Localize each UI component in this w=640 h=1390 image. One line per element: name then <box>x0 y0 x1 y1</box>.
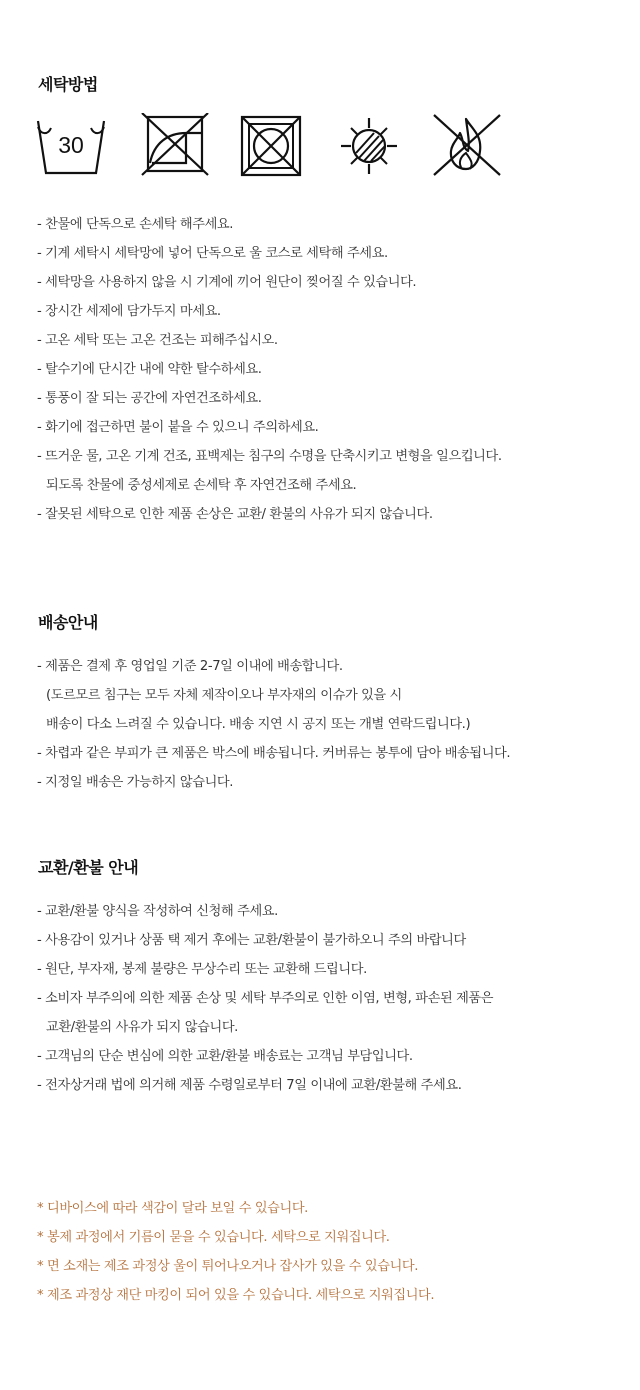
note-item: * 면 소재는 제조 과정상 울이 튀어나오거나 잡사가 있을 수 있습니다. <box>37 1259 419 1274</box>
list-item: - 탈수기에 단시간 내에 약한 탈수하세요. <box>37 362 262 377</box>
notes-list <box>37 1194 434 1310</box>
shipping-info-list <box>37 652 510 797</box>
no-tumble-dry-icon <box>140 113 210 179</box>
list-item: - 기계 세탁시 세탁망에 넣어 단독으로 울 코스로 세탁해 주세요. <box>37 246 388 261</box>
no-fire-icon <box>432 113 502 179</box>
list-item: 되도록 찬물에 중성세제로 손세탁 후 자연건조해 주세요. <box>46 478 357 493</box>
list-item: 교환/환불의 사유가 되지 않습니다. <box>46 1020 238 1035</box>
washing-title: 세탁방법 <box>38 75 98 94</box>
note-item: * 디바이스에 따라 색감이 달라 보일 수 있습니다. <box>37 1201 308 1216</box>
list-item: - 잘못된 세탁으로 인한 제품 손상은 교환/ 환불의 사유가 되지 않습니다. <box>37 507 433 522</box>
list-item: - 뜨거운 물, 고온 기계 건조, 표백제는 침구의 수명을 단축시키고 변형을 일으킵니다. <box>37 449 502 464</box>
list-item: 배송이 다소 느려질 수 있습니다. 배송 지연 시 공지 또는 개별 연락드립니다.) <box>46 717 471 732</box>
list-item: - 장시간 세제에 담가두지 마세요. <box>37 304 221 319</box>
list-item: - 소비자 부주의에 의한 제품 손상 및 세탁 부주의로 인한 이염, 변형, 파손된 제품은 <box>37 991 494 1006</box>
note-item: * 제조 과정상 재단 마킹이 되어 있을 수 있습니다. 세탁으로 지워집니다. <box>37 1288 435 1303</box>
care-icons <box>36 113 516 179</box>
exchange-title: 교환/환불 안내 <box>38 858 139 877</box>
list-item: - 찬물에 단독으로 손세탁 해주세요. <box>37 217 234 232</box>
list-item: - 통풍이 잘 되는 공간에 자연건조하세요. <box>37 391 262 406</box>
list-item: - 전자상거래 법에 의거해 제품 수령일로부터 7일 이내에 교환/환불해 주세요. <box>37 1078 462 1093</box>
shipping-title: 배송안내 <box>38 613 98 632</box>
note-item: * 봉제 과정에서 기름이 묻을 수 있습니다. 세탁으로 지워집니다. <box>37 1230 390 1245</box>
list-item: - 제품은 결제 후 영업일 기준 2-7일 이내에 배송합니다. <box>37 659 343 674</box>
no-iron-icon <box>334 113 404 179</box>
list-item: - 고객님의 단순 변심에 의한 교환/환불 배송료는 고객님 부담입니다. <box>37 1049 413 1064</box>
list-item: - 사용감이 있거나 상품 택 제거 후에는 교환/환불이 불가하오니 주의 바랍니다 <box>37 933 466 948</box>
no-dry-clean-icon <box>236 113 306 179</box>
list-item: - 화기에 접근하면 불이 붙을 수 있으니 주의하세요. <box>37 420 319 435</box>
list-item: - 차렵과 같은 부피가 큰 제품은 박스에 배송됩니다. 커버류는 봉투에 담아 배송됩니다. <box>37 746 511 761</box>
washing-instructions-list <box>37 210 502 529</box>
list-item: - 지정일 배송은 가능하지 않습니다. <box>37 775 234 790</box>
list-item: - 교환/환불 양식을 작성하여 신청해 주세요. <box>37 904 278 919</box>
list-item: - 고온 세탁 또는 고온 건조는 피해주십시오. <box>37 333 278 348</box>
list-item: (도르모르 침구는 모두 자체 제작이오나 부자재의 이슈가 있을 시 <box>46 688 402 703</box>
list-item: - 세탁망을 사용하지 않을 시 기계에 끼어 원단이 찢어질 수 있습니다. <box>37 275 417 290</box>
wash-temperature-label: 30 <box>58 132 84 158</box>
list-item: - 원단, 부자재, 봉제 불량은 무상수리 또는 교환해 드립니다. <box>37 962 367 977</box>
wash-30-icon <box>36 113 106 179</box>
exchange-refund-list <box>37 897 493 1100</box>
